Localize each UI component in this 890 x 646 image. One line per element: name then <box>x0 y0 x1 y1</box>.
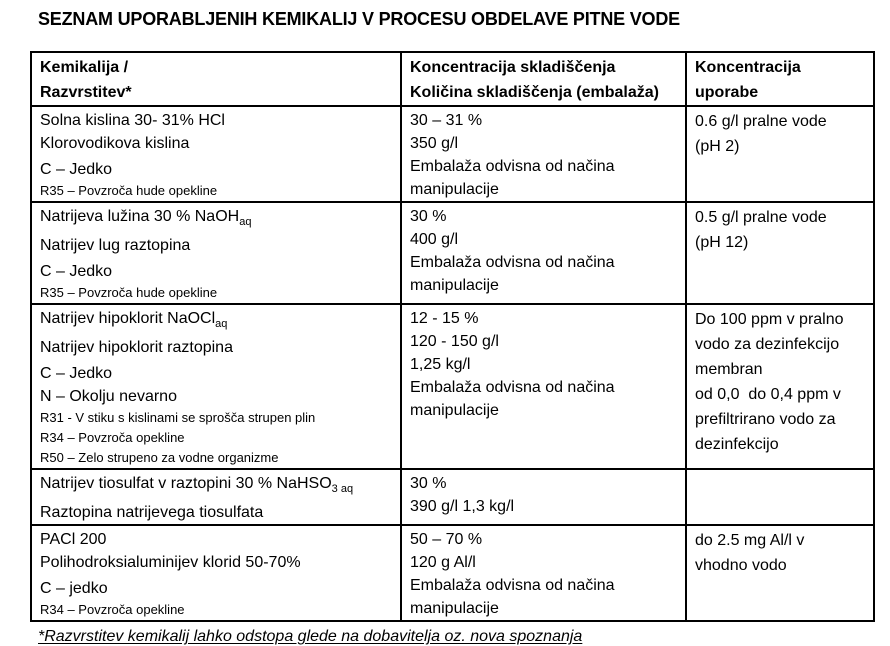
storage-line: 1,25 kg/l <box>410 356 471 373</box>
storage-line: 120 g Al/l <box>410 554 476 571</box>
chemical-name-line: Natrijev tiosulfat v raztopini 30 % NaHSO$_{3 aq}$ <box>40 475 354 495</box>
table-row <box>31 469 874 525</box>
storage-line: 12 - 15 % <box>410 310 479 327</box>
use-line: do 2.5 mg Al/l v <box>695 532 805 549</box>
table-row <box>31 106 874 202</box>
cell-chemical <box>31 469 401 525</box>
risk-phrase-line: R34 – Povzroča opekline <box>40 602 185 617</box>
chemical-name-line: PACl 200 <box>40 531 107 548</box>
storage-line: 400 g/l <box>410 231 459 248</box>
cell-chemical <box>31 202 401 304</box>
risk-phrase-line: R34 – Povzroča opekline <box>40 430 185 445</box>
risk-phrase-line: R35 – Povzroča hude opekline <box>40 285 218 300</box>
classification-line: C – Jedko <box>40 263 113 280</box>
use-line: od 0,0 do 0,4 ppm v <box>695 386 841 403</box>
header-chemical-line2: Razvrstitev* <box>40 84 132 101</box>
chemical-subscript: aq <box>215 318 228 330</box>
storage-line: manipulacije <box>410 277 499 294</box>
chemical-name-line: Natrijev lug raztopina <box>40 237 191 254</box>
chemical-subscript: 3 aq <box>331 483 354 495</box>
chemicals-table <box>30 51 875 622</box>
cell-chemical <box>31 304 401 469</box>
header-chemical-line1: Kemikalija / <box>40 59 129 76</box>
storage-line: 30 % <box>410 208 447 225</box>
use-line: 0.5 g/l pralne vode <box>695 209 827 226</box>
cell-use <box>686 525 874 621</box>
classification-line: N – Okolju nevarno <box>40 388 177 405</box>
storage-line: manipulacije <box>410 181 499 198</box>
storage-line: Embalaža odvisna od načina <box>410 379 615 396</box>
storage-line: Embalaža odvisna od načina <box>410 577 615 594</box>
footnote: *Razvrstitev kemikalij lahko odstopa glede na dobavitelja oz. nova spoznanja <box>38 628 583 645</box>
table-row <box>31 525 874 621</box>
classification-line: C – Jedko <box>40 161 113 178</box>
storage-line: 390 g/l 1,3 kg/l <box>410 498 515 515</box>
storage-line: 120 - 150 g/l <box>410 333 499 350</box>
storage-line: manipulacije <box>410 600 499 617</box>
header-use <box>686 52 874 106</box>
cell-storage <box>401 202 686 304</box>
storage-line: 30 – 31 % <box>410 112 483 129</box>
storage-line: 50 – 70 % <box>410 531 483 548</box>
use-line: vhodno vodo <box>695 557 787 574</box>
chemical-name-line: Natrijeva lužina 30 % NaOH$_{aq}$ <box>40 208 252 228</box>
cell-chemical <box>31 525 401 621</box>
use-line: (pH 12) <box>695 234 749 251</box>
use-line: Do 100 ppm v pralno <box>695 311 844 328</box>
cell-use <box>686 106 874 202</box>
classification-line: C – Jedko <box>40 365 113 382</box>
chemical-name-line: Raztopina natrijevega tiosulfata <box>40 504 264 521</box>
use-line: prefiltrirano vodo za <box>695 411 836 428</box>
cell-storage <box>401 525 686 621</box>
use-line: dezinfekcijo <box>695 436 779 453</box>
chemical-name-line: Klorovodikova kislina <box>40 135 190 152</box>
cell-use <box>686 202 874 304</box>
cell-storage <box>401 304 686 469</box>
classification-line: C – jedko <box>40 580 108 597</box>
risk-phrase-line: R31 - V stiku s kislinami se sprošča strupen plin <box>40 410 316 425</box>
header-use-line1: Koncentracija <box>695 59 801 76</box>
cell-use <box>686 304 874 469</box>
storage-line: 350 g/l <box>410 135 459 152</box>
chemical-name-line: Natrijev hipoklorit NaOCl$_{aq}$ <box>40 310 228 330</box>
chemical-name-line: Solna kislina 30- 31% HCl <box>40 112 225 129</box>
chemical-name-line: Polihodroksialuminijev klorid 50-70% <box>40 554 301 571</box>
table-row <box>31 202 874 304</box>
header-storage-line1: Koncentracija skladiščenja <box>410 59 616 76</box>
table-header-row <box>31 52 874 106</box>
storage-line: Embalaža odvisna od načina <box>410 158 615 175</box>
cell-use <box>686 469 874 525</box>
cell-storage <box>401 469 686 525</box>
storage-line: Embalaža odvisna od načina <box>410 254 615 271</box>
page-title: SEZNAM UPORABLJENIH KEMIKALIJ V PROCESU OBDELAVE PITNE VODE <box>38 9 680 29</box>
cell-chemical <box>31 106 401 202</box>
storage-line: 30 % <box>410 475 447 492</box>
header-chemical <box>31 52 401 106</box>
chemical-name-line: Natrijev hipoklorit raztopina <box>40 339 233 356</box>
header-use-line2: uporabe <box>695 84 759 101</box>
chemical-subscript: aq <box>239 216 252 228</box>
header-storage-line2: Količina skladiščenja (embalaža) <box>410 84 659 101</box>
risk-phrase-line: R35 – Povzroča hude opekline <box>40 183 218 198</box>
cell-storage <box>401 106 686 202</box>
header-storage <box>401 52 686 106</box>
storage-line: manipulacije <box>410 402 499 419</box>
risk-phrase-line: R50 – Zelo strupeno za vodne organizme <box>40 450 279 465</box>
use-line: vodo za dezinfekcijo <box>695 336 840 353</box>
use-line: membran <box>695 361 763 378</box>
table-row <box>31 304 874 469</box>
use-line: (pH 2) <box>695 138 740 155</box>
use-line: 0.6 g/l pralne vode <box>695 113 827 130</box>
